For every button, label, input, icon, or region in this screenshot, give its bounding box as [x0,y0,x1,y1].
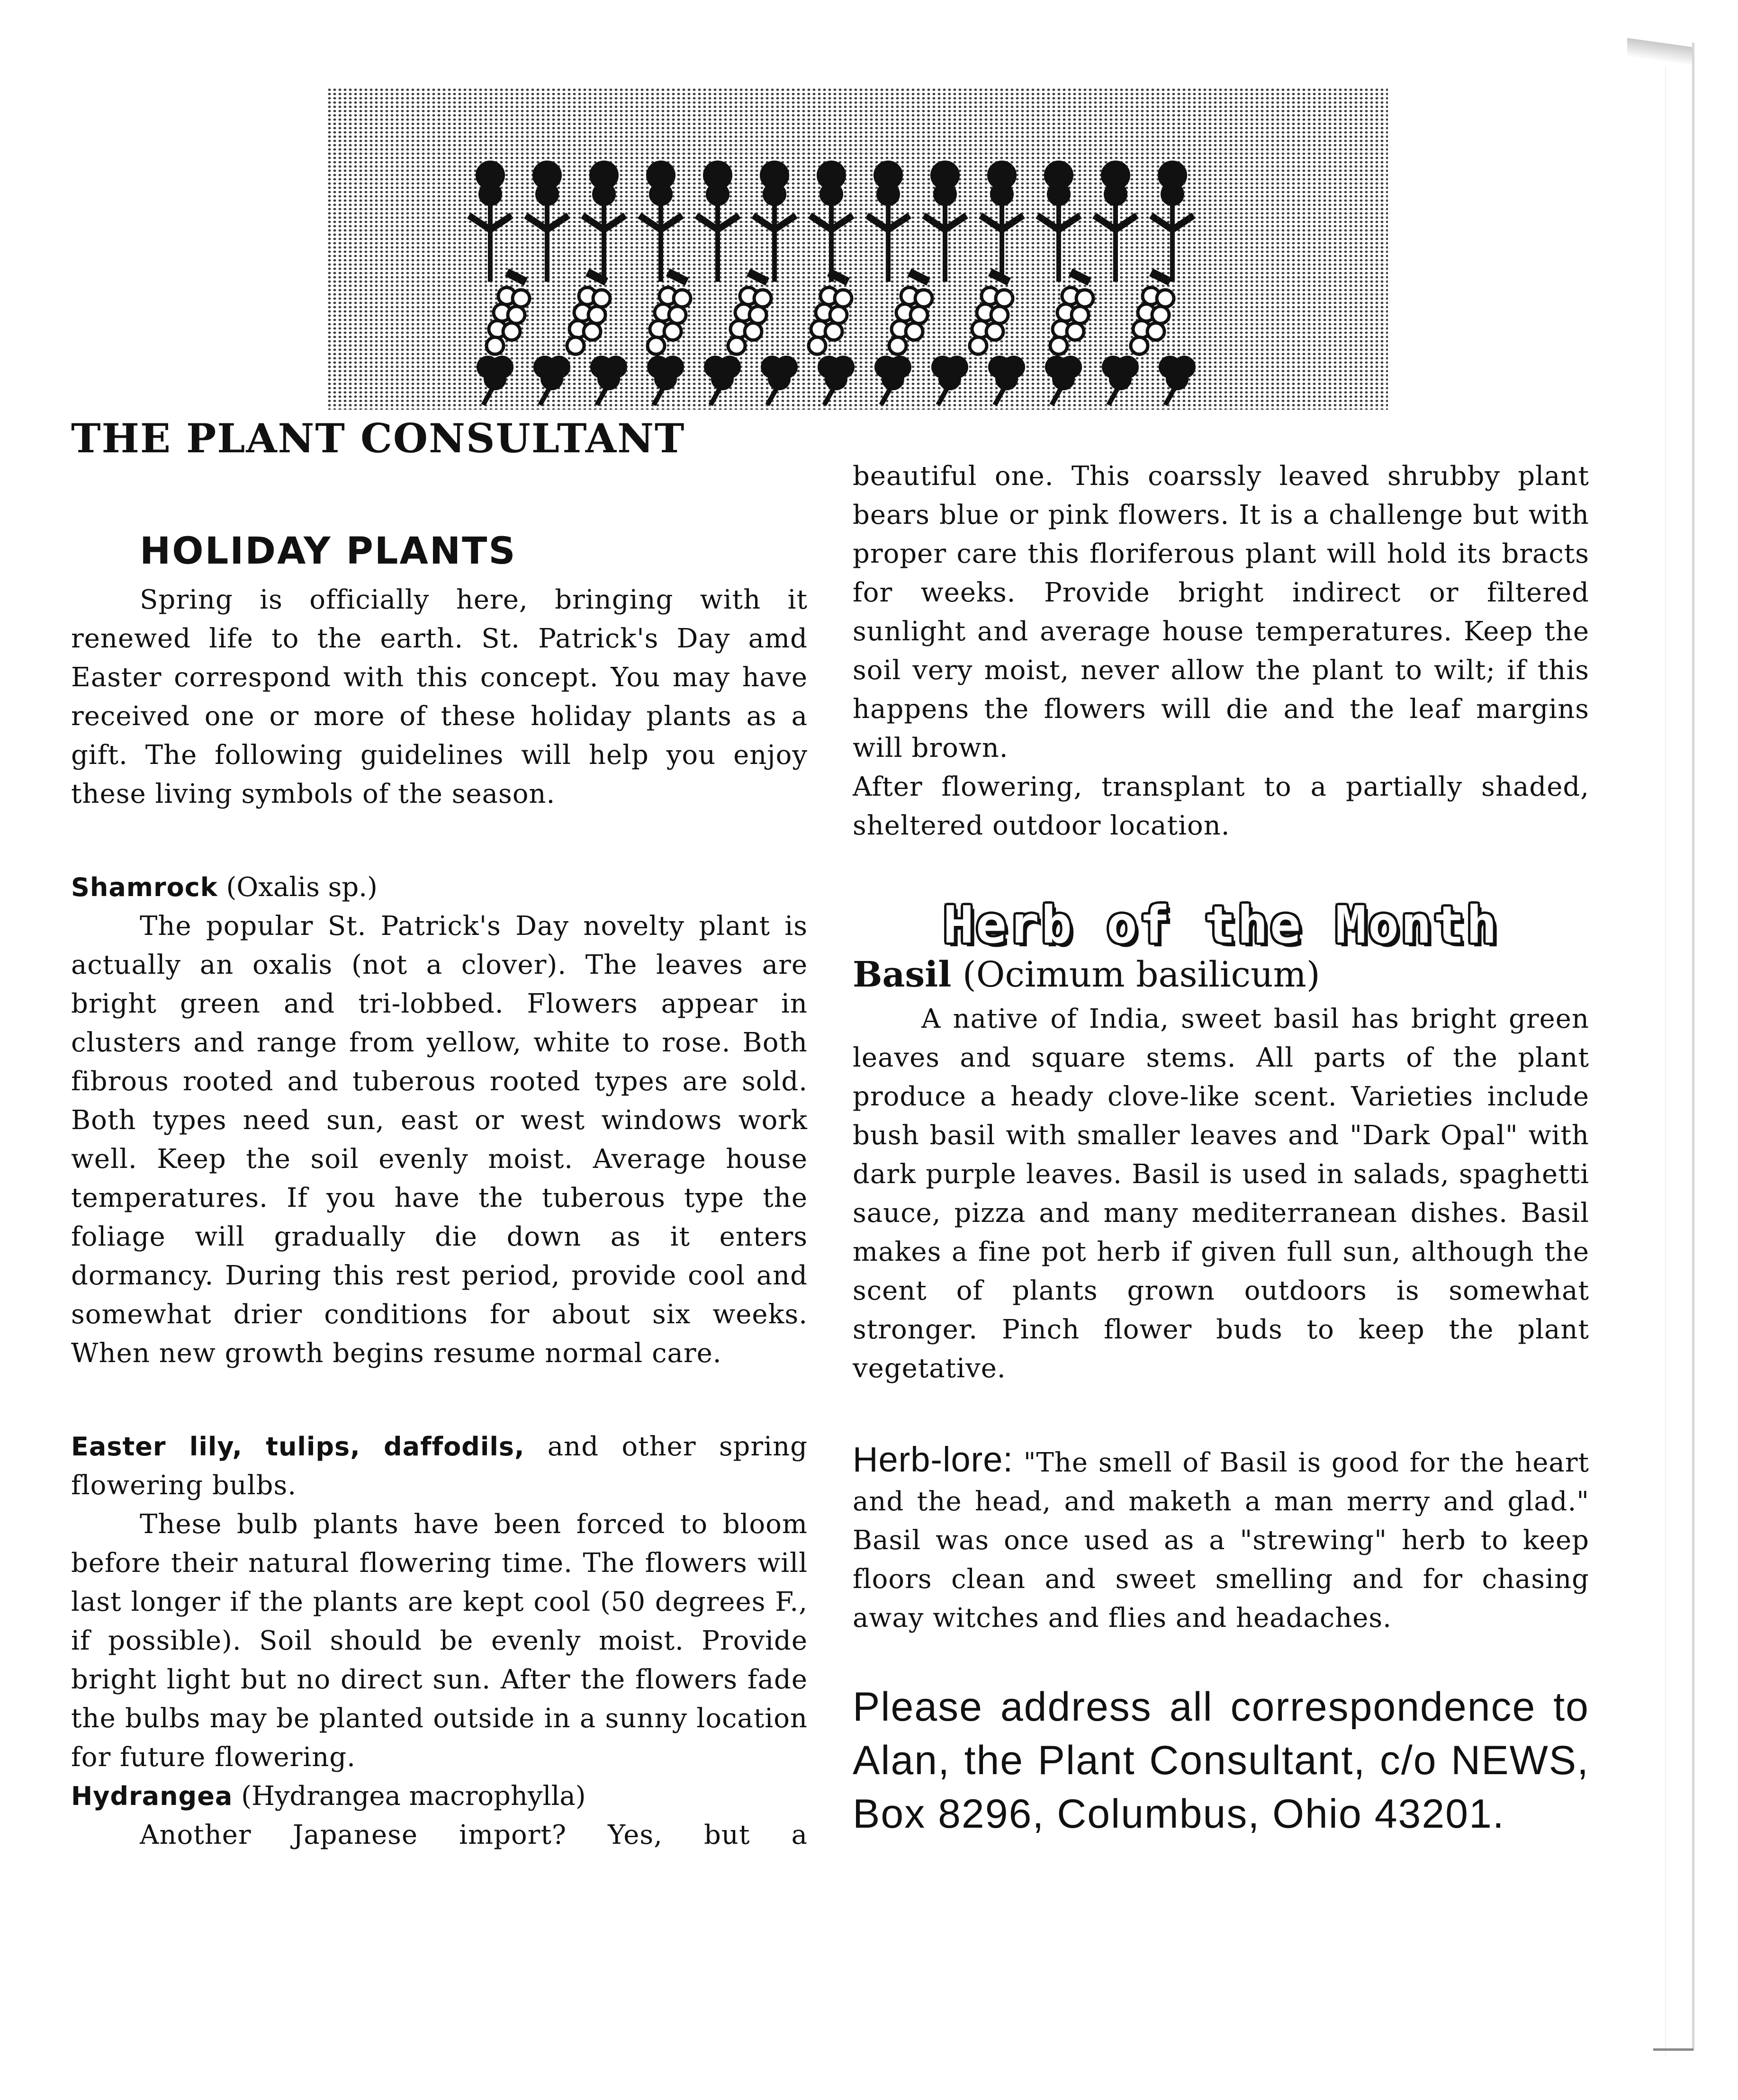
shamrock-icon [649,358,682,405]
hydrangea-after-flowering: After flowering, transplant to a partially shaded, sheltered outdoor location. [853,772,1589,841]
basil-heading [853,954,1589,996]
shamrock-paragraph: The popular St. Patrick's Day novelty plant is actually an oxalis (not a clover). The leaves are bright green and tri-lobbed. Flowers appear in clusters and range from yellow, white to rose. Both fibrous rooted and tuberous rooted types are sold. Both types need sun, east or west windows work well. Keep the soil evenly moist. Average house temperatures. If you have the tuberous type the foliage will gradually die down as it enters dormancy. During this rest period, provide cool and somewhat drier conditions for about six weeks. When new growth begins resume normal care. [71,911,808,1369]
flower-icon [981,163,1023,282]
correspondence-address: Please address all correspondence to Alan, the Plant Consultant, c/o NEWS, Box 8296, Columbus, Ohio 43201. [853,1684,1589,1837]
herb-lore-paragraph [853,1440,1589,1638]
flower-icon [1151,163,1194,282]
flower-icon [639,163,682,282]
grape-cluster-icon [809,272,852,354]
hydrangea-paragraph-start: Another Japanese import? Yes, but a [140,1820,808,1851]
flower-icon [696,163,739,282]
grape-cluster-icon [1050,272,1093,354]
shamrock-scientific-name: (Oxalis sp.) [226,872,378,903]
plant-illustration-icon [327,88,1388,410]
hydrangea-heading [71,1777,808,1816]
shamrock-heading [71,868,808,907]
grape-cluster-icon [1131,272,1174,354]
grape-cluster-icon [970,272,1013,354]
flower-icon [1037,163,1080,282]
flower-icon [810,163,853,282]
flower-icon [867,163,910,282]
bulbs-heading [71,1427,808,1505]
basil-scientific-name: (Ocimum basilicum) [962,954,1320,995]
intro-paragraph: Spring is officially here, bringing with it renewed life to the earth. St. Patrick's Day amd Easter correspond with this concept. You may have received one or more of these holiday plants as a gift. The following guidelines will help you enjoy these living symbols of the season. [71,584,808,810]
bulbs-heading-rest: and other spring flowering bulbs. [71,1431,808,1501]
section-title-holiday-plants: HOLIDAY PLANTS [140,530,517,573]
flower-icon [469,163,512,282]
right-column [853,457,1589,1841]
herb-of-the-month-title: Herb of the Month [943,896,1499,955]
flower-icon [583,163,625,282]
masthead-title: THE PLANT CONSULTANT [71,415,685,462]
shamrock-icon [535,358,568,405]
left-column [71,417,808,1855]
page-corner-shadow [1627,38,1693,66]
herb-lore-text: "The smell of Basil is good for the heart and the head, and maketh a man merry and glad." Basil was once used as a "strewing" herb to keep floors clean and sweet smelling and for chasing away witches and flies and headaches. [853,1447,1589,1633]
flower-icon [1094,163,1137,282]
shamrock-icon [819,358,853,405]
bulbs-paragraph: These bulb plants have been forced to bloom before their natural flowering time. The flowers will last longer if the plants are kept cool (50 degrees F., if possible). Soil should be evenly moist. Provide bright light but no direct sun. After the flowers fade the bulbs may be planted outside in a sunny location for future flowering. [71,1509,808,1773]
shamrock-icon [1161,358,1194,405]
shamrock-icon [763,358,796,405]
grape-cluster-icon [889,272,932,354]
shamrock-icon [990,358,1023,405]
hydrangea-scientific-name: (Hydrangea macrophylla) [241,1781,586,1812]
herb-lore-label: Herb-lore: [853,1439,1013,1479]
grape-cluster-icon [486,272,530,354]
shamrock-icon [592,358,625,405]
shamrock-name: Shamrock [71,872,218,903]
basil-paragraph: A native of India, sweet basil has bright green leaves and square stems. All parts of the plant produce a heady clove-like scent. Varieties include bush basil with smaller leaves and "Dark Opal" with dark purple leaves. Basil is used in salads, spaghetti sauce, pizza and many mediterranean dishes. Basil makes a fine pot herb if given full sun, although the scent of plants grown outdoors is somewhat stronger. Pinch flower buds to keep the plant vegetative. [853,1003,1589,1384]
hydrangea-paragraph-continued: beautiful one. This coarssly leaved shrubby plant bears blue or pink flowers. It is a challenge but with proper care this floriferous plant will hold its bracts for weeks. Provide bright indirect or filtered sunlight and average house temperatures. Keep the soil very moist, never allow the plant to wilt; if this happens the flowers will die and the leaf margins will brown. [853,461,1589,763]
shamrock-icon [1104,358,1137,405]
basil-name: Basil [853,954,952,995]
shamrock-icon [478,358,512,405]
grape-cluster-icon [567,272,610,354]
grape-cluster-icon [728,272,771,354]
bulbs-name: Easter lily, tulips, daffodils, [71,1432,525,1462]
shamrock-icon [1047,358,1080,405]
hydrangea-name: Hydrangea [71,1781,233,1812]
page-edge-line [1692,43,1694,2051]
shamrock-icon [706,358,739,405]
grape-cluster-icon [648,272,691,354]
flower-icon [924,163,966,282]
flower-icon [526,163,568,282]
page-edge-bottom-mark [1653,2048,1693,2051]
shamrock-icon [876,358,910,405]
flower-icon [753,163,796,282]
page-edge-faint-line [1665,66,1666,2055]
decorative-plant-banner [327,88,1388,410]
shamrock-icon [933,358,966,405]
